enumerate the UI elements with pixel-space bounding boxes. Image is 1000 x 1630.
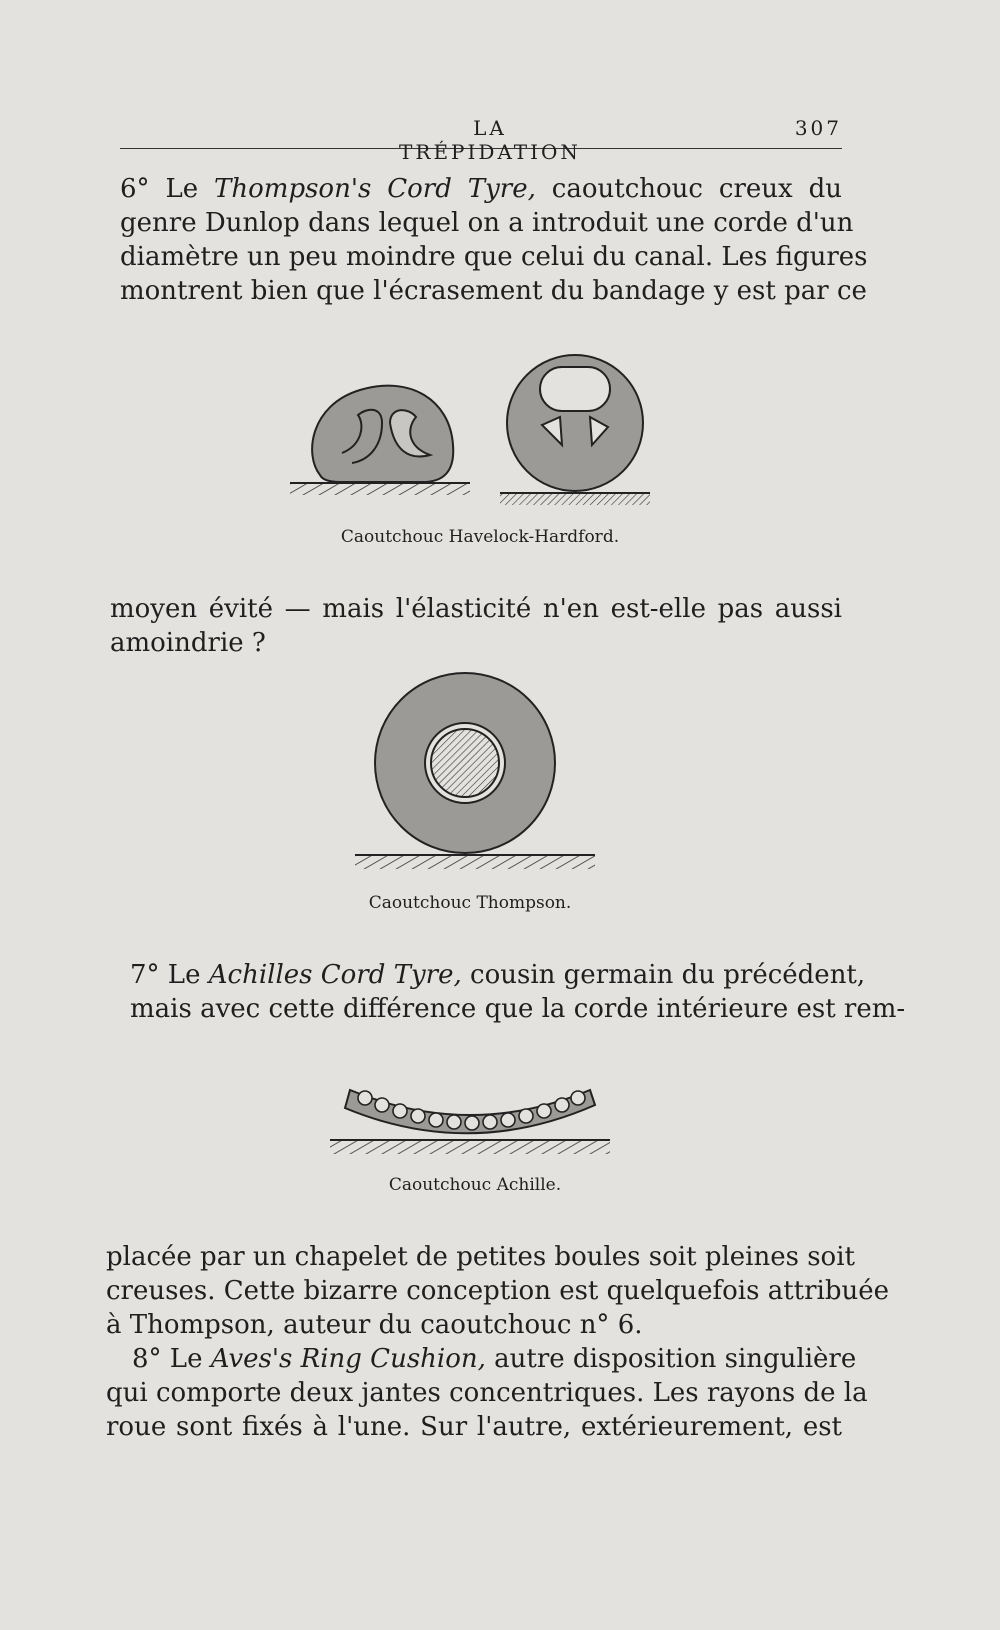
page-number: 307: [794, 116, 842, 140]
paragraph-line: creuses. Cette bizarre conception est quelquefois attribuée: [106, 1276, 890, 1306]
text-run: autre disposition singulière: [485, 1344, 857, 1374]
paragraph-continuation: [110, 592, 842, 660]
text-run: caoutchouc creux du: [535, 174, 842, 204]
achille-figure: [320, 1060, 620, 1170]
paragraph-line: [120, 172, 842, 206]
tyre-name: Achilles Cord Tyre,: [208, 960, 462, 990]
item-number: 8° Le: [132, 1344, 211, 1374]
figure-caption: Caoutchouc Thompson.: [368, 893, 572, 913]
tyre-name: Aves's Ring Cushion,: [210, 1344, 486, 1374]
paragraph-line: qui comporte deux jantes concentriques. Les rayons de la: [106, 1378, 868, 1408]
paragraph-line: [106, 1342, 857, 1376]
paragraph-line: à Thompson, auteur du caoutchouc n° 6.: [106, 1310, 643, 1340]
ground-hatching: [355, 855, 595, 869]
tyre-name: Thompson's Cord Tyre,: [214, 174, 536, 204]
ground-hatching: [290, 483, 470, 495]
tyre-section-left: [312, 386, 453, 482]
running-header: [120, 112, 842, 164]
havelock-hardford-figure: [290, 345, 690, 525]
paragraph-line: mais avec cette différence que la corde intérieure est rem-: [130, 994, 906, 1024]
paragraph-line: moyen évité — mais l'élasticité n'en est-elle pas aussi: [110, 594, 842, 624]
figure-caption: Caoutchouc Achille.: [388, 1175, 562, 1195]
paragraph-line: amoindrie ?: [110, 628, 266, 658]
text-run: cousin germain du précédent,: [461, 960, 866, 990]
paragraph-line: montrent bien que l'écrasement du bandage y est par ce: [120, 276, 867, 306]
inner-cord: [431, 729, 499, 797]
paragraph-7: [130, 958, 906, 1026]
ground-hatching: [330, 1140, 610, 1154]
thompson-figure: [340, 670, 610, 890]
figure-caption: Caoutchouc Havelock-Hardford.: [340, 527, 620, 547]
item-number: 7° Le: [130, 960, 209, 990]
ground-hatching: [500, 493, 650, 505]
paragraph-6: [120, 172, 868, 308]
paragraph-line: diamètre un peu moindre que celui du canal. Les figures: [120, 242, 868, 272]
paragraph-line: [130, 958, 866, 992]
paragraph-line: genre Dunlop dans lequel on a introduit une corde d'un: [120, 208, 854, 238]
paragraph-continuation: [106, 1240, 890, 1342]
item-number: 6° Le: [120, 174, 215, 204]
paragraph-line: roue sont fixés à l'une. Sur l'autre, extérieurement, est: [106, 1412, 842, 1442]
paragraph-8: [106, 1342, 868, 1444]
running-title: LA TRÉPIDATION: [399, 116, 581, 164]
paragraph-line: placée par un chapelet de petites boules soit pleines soit: [106, 1242, 855, 1272]
